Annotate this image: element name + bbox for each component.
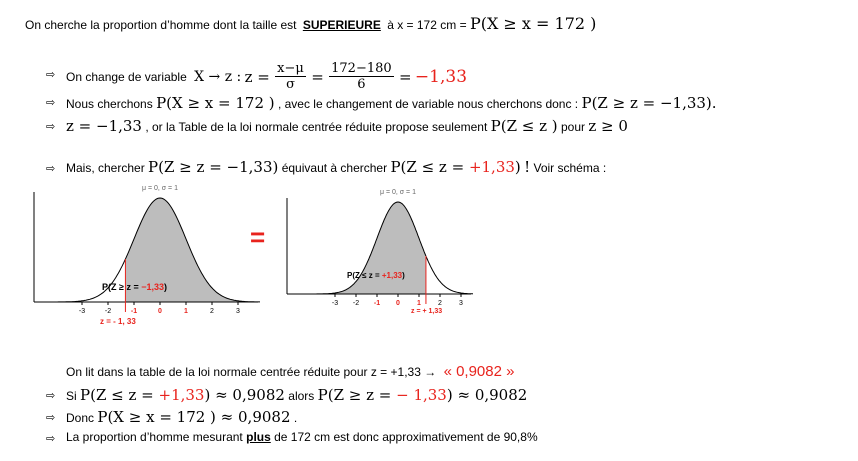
fraction-values-denominator: 6 xyxy=(357,77,366,93)
z-value-math: z = −1,33 xyxy=(66,117,142,135)
chart1-area-label: P(Z ≥ z = −1,33) xyxy=(102,282,167,292)
bullet-icon: ⇨ xyxy=(46,412,56,424)
symmetry-alors: alors xyxy=(288,389,315,403)
x-tick-label: -2 xyxy=(104,308,112,315)
chart2-subtitle: μ = 0, σ = 1 xyxy=(380,189,416,196)
search-line xyxy=(66,93,717,114)
symmetry-si: Si xyxy=(66,389,77,403)
intro-after: à x = 172 cm = xyxy=(387,18,467,32)
normal-curve-chart-left xyxy=(30,180,260,330)
equals-1: = xyxy=(311,67,324,86)
x-tick-label: 1 xyxy=(184,308,188,315)
equivalence-line xyxy=(66,157,606,178)
search-mid: , avec le changement de variable nous cherchons donc : xyxy=(277,97,579,111)
table-read-text: On lit dans la table de la loi normale centrée réduite pour z = +1,33 → xyxy=(66,365,437,379)
x-tick-label: 2 xyxy=(438,300,442,307)
fraction-formula xyxy=(275,61,306,92)
search-math-x: P(X ≥ x = 172 ) xyxy=(156,94,275,112)
fraction-numerator: x−μ xyxy=(277,61,304,77)
fraction-values-numerator: 172−180 xyxy=(331,61,392,77)
x-tick-label: -1 xyxy=(373,300,381,307)
x-tick-label: 1 xyxy=(417,300,421,307)
symmetry-line xyxy=(66,385,527,406)
table-line xyxy=(66,116,628,137)
change-variable-line xyxy=(66,56,467,96)
bullet-icon: ⇨ xyxy=(46,97,56,109)
exclamation: ! xyxy=(524,158,531,176)
bullet-icon: ⇨ xyxy=(46,69,56,81)
normal-curve-chart-right xyxy=(283,180,473,320)
x-tick-label: -2 xyxy=(352,300,360,307)
fraction-denominator: σ xyxy=(286,77,295,93)
change-variable-text: On change de variable xyxy=(66,69,187,84)
equals-2: = xyxy=(399,67,412,86)
x-tick-label: -1 xyxy=(130,308,138,315)
intro-text: On cherche la proportion d’homme dont la taille est xyxy=(25,18,297,32)
table-read-line xyxy=(66,362,514,382)
chart2-area-label: P(Z ≤ z = +1,33) xyxy=(347,271,405,280)
conclusion-math: P(X ≥ x = 172 ) ≈ 0,9082 xyxy=(97,408,291,426)
conclusion-donc: Donc xyxy=(66,411,95,425)
z-equals: z = xyxy=(244,67,270,86)
x-tick-label: -3 xyxy=(78,308,86,315)
conclusion-dot: . xyxy=(293,411,298,425)
bullet-icon: ⇨ xyxy=(46,433,56,445)
bullet-icon: ⇨ xyxy=(46,390,56,402)
chart1-z-label: z = - 1, 33 xyxy=(100,317,136,326)
x-tick-label: 2 xyxy=(210,308,214,315)
equivalence-text: Mais, chercher xyxy=(66,161,145,175)
bullet-icon: ⇨ xyxy=(46,121,56,133)
proportion-line xyxy=(66,429,538,445)
proportion-end: de 172 cm est donc approximativement de 90,8% xyxy=(274,430,538,444)
equals-sign: = xyxy=(250,222,266,252)
equivalence-mid: équivaut à chercher xyxy=(281,161,388,175)
proportion-plus: plus xyxy=(246,430,271,444)
symmetry-math2: P(Z ≥ z = − 1,33) ≈ 0,9082 xyxy=(317,386,528,404)
search-math-z: P(Z ≥ z = −1,33). xyxy=(581,94,717,112)
search-text: Nous cherchons xyxy=(66,97,153,111)
x-tick-label: 3 xyxy=(236,308,240,315)
chart2-z-label: z = + 1,33 xyxy=(411,308,443,315)
proportion-text: La proportion d’homme mesurant xyxy=(66,430,243,444)
x-tick-label: 0 xyxy=(396,300,400,307)
x-tick-label: -3 xyxy=(331,300,339,307)
superieure-highlight: SUPERIEURE xyxy=(302,18,381,32)
x-tick-label: 0 xyxy=(158,308,162,315)
conclusion-line xyxy=(66,407,297,428)
z-result: −1,33 xyxy=(414,66,468,87)
equivalence-math1: P(Z ≥ z = −1,33) xyxy=(148,158,279,176)
table-math: P(Z ≤ z ) xyxy=(490,117,558,135)
chart1-subtitle: μ = 0, σ = 1 xyxy=(142,185,178,192)
intro-line xyxy=(25,16,596,33)
table-pour: pour xyxy=(561,120,586,134)
voir-schema: Voir schéma : xyxy=(533,161,607,175)
equivalence-math2: P(Z ≤ z = +1,33) xyxy=(390,158,521,176)
chart2-ticks xyxy=(332,294,463,307)
symmetry-math1: P(Z ≤ z = +1,33) ≈ 0,9082 xyxy=(80,386,285,404)
chart2-shaded-area xyxy=(314,202,426,294)
chart1-ticks xyxy=(79,302,240,315)
fraction-values xyxy=(329,61,394,92)
table-read-value: « 0,9082 » xyxy=(443,363,515,380)
table-condition: z ≥ 0 xyxy=(588,117,628,135)
intro-math: P(X ≥ x = 172 ) xyxy=(469,14,597,33)
bullet-icon: ⇨ xyxy=(46,163,56,175)
table-text: , or la Table de la loi normale centrée réduite propose seulement xyxy=(145,120,488,134)
variable-map: X → z : xyxy=(194,68,242,85)
x-tick-label: 3 xyxy=(459,300,463,307)
